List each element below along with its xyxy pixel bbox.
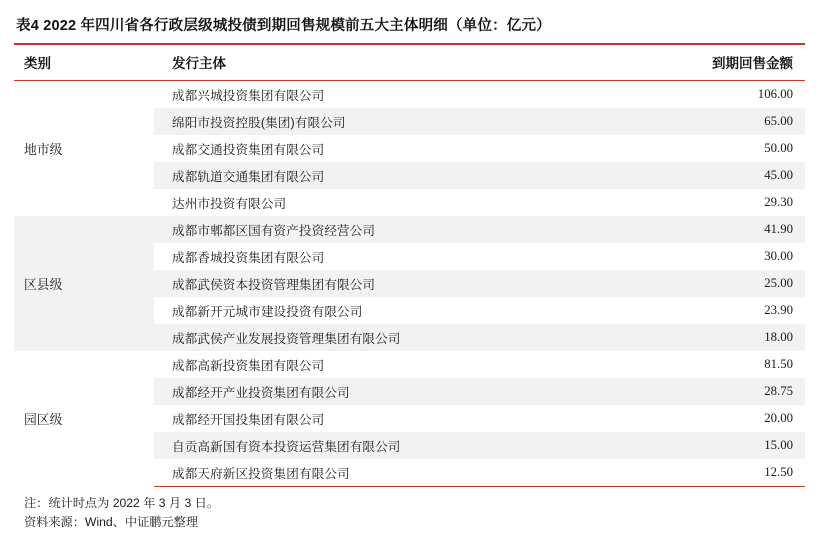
amount-cell: 81.50 — [764, 357, 793, 371]
issuer-cell: 成都轨道交通集团有限公司 — [154, 162, 659, 189]
amount-cell: 41.90 — [659, 216, 805, 243]
note-line: 注：统计时点为 2022 年 3 月 3 日。 — [24, 496, 220, 510]
issuer-cell: 成都兴城投资集团有限公司 — [172, 89, 325, 103]
issuer-cell: 绵阳市投资控股(集团)有限公司 — [154, 108, 659, 135]
table-body — [14, 81, 805, 487]
table-row — [14, 81, 805, 109]
issuer-cell: 自贡高新国有资本投资运营集团有限公司 — [154, 432, 659, 459]
issuer-cell: 成都新开元城市建设投资有限公司 — [172, 305, 363, 319]
category-cell-park: 园区级 — [24, 412, 63, 428]
amount-cell: 28.75 — [659, 378, 805, 405]
data-table — [14, 43, 805, 487]
column-header-amount: 到期回售金额 — [659, 44, 805, 81]
issuer-cell: 成都交通投资集团有限公司 — [172, 143, 325, 157]
table-title: 表4 2022 年四川省各行政层级城投债到期回售规模前五大主体明细（单位：亿元） — [16, 18, 551, 34]
table-header — [14, 44, 805, 81]
amount-cell: 106.00 — [757, 87, 793, 101]
issuer-cell: 达州市投资有限公司 — [172, 197, 287, 211]
amount-cell: 25.00 — [659, 270, 805, 297]
table-row — [14, 216, 805, 243]
amount-cell: 50.00 — [764, 141, 793, 155]
issuer-cell: 成都市郫都区国有资产投资经营公司 — [154, 216, 659, 243]
amount-cell: 18.00 — [659, 324, 805, 351]
category-cell-district: 区县级 — [14, 216, 154, 351]
issuer-cell: 成都经开国投集团有限公司 — [172, 413, 325, 427]
table-notes — [24, 494, 805, 532]
issuer-cell: 成都武侯资本投资管理集团有限公司 — [154, 270, 659, 297]
amount-cell: 30.00 — [764, 249, 793, 263]
column-header-category: 类别 — [14, 44, 154, 81]
issuer-cell: 成都香城投资集团有限公司 — [172, 251, 325, 265]
amount-cell: 12.50 — [659, 459, 805, 487]
amount-cell: 29.30 — [764, 195, 793, 209]
issuer-cell: 成都天府新区投资集团有限公司 — [154, 459, 659, 487]
source-line: 资料来源：Wind、中证鹏元整理 — [24, 514, 199, 529]
table-row — [14, 351, 805, 378]
category-cell-city: 地市级 — [24, 142, 63, 157]
column-header-issuer: 发行主体 — [154, 44, 659, 81]
issuer-cell: 成都高新投资集团有限公司 — [172, 359, 325, 373]
issuer-cell: 成都经开产业投资集团有限公司 — [154, 378, 659, 405]
amount-cell: 65.00 — [659, 108, 805, 135]
table-header-row — [14, 44, 805, 81]
amount-cell: 45.00 — [659, 162, 805, 189]
amount-cell: 23.90 — [764, 303, 793, 317]
amount-cell: 20.00 — [764, 411, 793, 425]
amount-cell: 15.00 — [659, 432, 805, 459]
issuer-cell: 成都武侯产业发展投资管理集团有限公司 — [154, 324, 659, 351]
